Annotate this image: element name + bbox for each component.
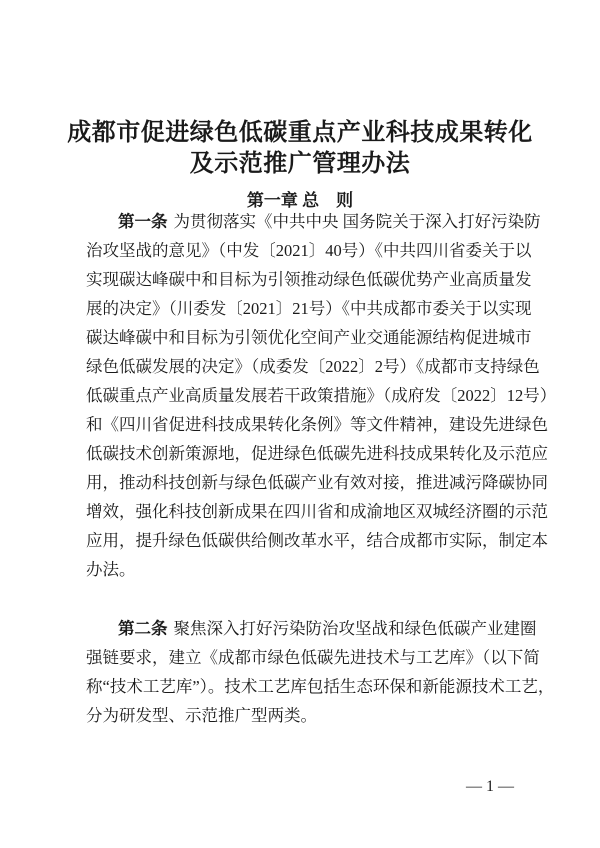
article-line [86, 240, 532, 262]
article-line [86, 269, 532, 291]
article-text: 为贯彻落实《中共中央 国务院关于深入打好污染防 [173, 212, 541, 231]
article-line [118, 211, 541, 233]
article-line [86, 530, 548, 552]
article-text: 强链要求，建立《成都市绿色低碳先进技术与工艺库》（以下简 [86, 648, 540, 667]
article-line [86, 414, 548, 436]
article-line [86, 501, 548, 523]
document-title-line-1: 成都市促进绿色低碳重点产业科技成果转化 [67, 120, 533, 146]
article-text: 应用，提升绿色低碳供给侧改革水平，结合成都市实际，制定本 [86, 531, 548, 550]
article-text: 办法。 [86, 560, 136, 579]
article-text: 实现碳达峰碳中和目标为引领推动绿色低碳优势产业高质量发 [86, 270, 532, 289]
article-text: 和《四川省促进科技成果转化条例》等文件精神，建设先进绿色 [86, 415, 548, 434]
article-text: 治攻坚战的意见》（中发〔2021〕40号）《中共四川省委关于以 [86, 241, 532, 260]
article-label: 第二条 [118, 619, 168, 638]
article-line [86, 559, 526, 581]
article-line [86, 443, 548, 465]
article-text: 低碳技术创新策源地，促进绿色低碳先进科技成果转化及示范应 [86, 444, 548, 463]
article-text: 碳达峰碳中和目标为引领优化空间产业交通能源结构促进城市 [86, 328, 532, 347]
page-number: — 1 — [466, 778, 514, 795]
article-text: 低碳重点产业高质量发展若干政策措施》（成府发〔2022〕12号） [86, 386, 557, 405]
article-text: 聚焦深入打好污染防治攻坚战和绿色低碳产业建圈 [173, 619, 537, 638]
article-line [86, 356, 540, 378]
article-line [86, 705, 526, 727]
article-text: 展的决定》（川委发〔2021〕21号）《中共成都市委关于以实现 [86, 299, 532, 318]
article-text: 称“技术工艺库”）。技术工艺库包括生态环保和新能源技术工艺， [86, 677, 555, 696]
chapter-heading: 第一章 总 则 [246, 191, 354, 210]
article-line [86, 327, 532, 349]
document-title-line-2: 及示范推广管理办法 [189, 151, 411, 177]
article-text: 绿色低碳发展的决定》（成委发〔2022〕2号）《成都市支持绿色 [86, 357, 540, 376]
article-text: 用，推动科技创新与绿色低碳产业有效对接，推进减污降碳协同 [86, 473, 548, 492]
article-text: 分为研发型、示范推广型两类。 [86, 706, 317, 725]
article-label: 第一条 [118, 212, 168, 231]
article-line [86, 647, 540, 669]
article-line [86, 298, 532, 320]
article-line [86, 385, 557, 407]
article-line [86, 676, 555, 698]
article-line [118, 618, 537, 640]
article-text: 增效，强化科技创新成果在四川省和成渝地区双城经济圈的示范 [86, 502, 548, 521]
article-line [86, 472, 548, 494]
